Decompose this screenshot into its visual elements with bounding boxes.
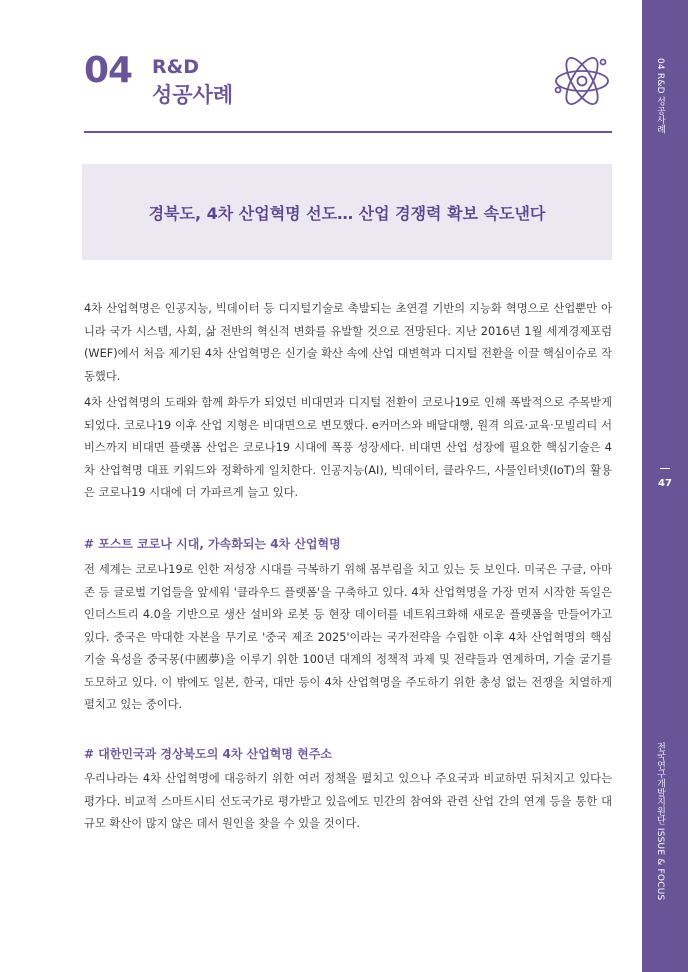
article-title-banner: [82, 164, 612, 260]
body-paragraph-4: 우리나라는 4차 산업혁명에 대응하기 위한 여러 정책을 펼치고 있으나 주요국과 비교하면 뒤처지고 있다는 평가다. 비교적 스마트시티 선도국가로 평가받고 있음에도 민간의 참여와 관련 산업 간의 연계 등을 통한 대규모 확산이 많지 않은 데서 원인을 찾을 수 있을 것이다.: [84, 772, 612, 830]
section-number: 04: [84, 50, 133, 91]
subheading-post-corona: # 포스트 코로나 시대, 가속화되는 4차 산업혁명: [84, 537, 341, 551]
body-paragraph-3: 전 세계는 코로나19로 인한 저성장 시대를 극복하기 위해 몸부림을 치고 있는 듯 보인다. 미국은 구글, 아마존 등 글로벌 기업들을 앞세워 '클라우드 플랫폼'을 구축하고 있다. 4차 산업혁명을 가장 먼저 시작한 독일은 인더스트리 4.0을 기반으로 생산 설비와 로봇 등 현장 데이터를 네트워크화해 새로운 플랫폼을 만들어가고 있다. 중국은 막대한 자본을 무기로 '중국 제조 2025'이라는 국가전략을 수립한 이후 4차 산업혁명의 핵심기술 육성을 중국몽(中國夢)을 이루기 위한 100년 대계의 정책적 과제 및 전략들과 연계하며, 기술 굴기를 도모하고 있다. 이 밖에도 일본, 한국, 대만 등이 4차 산업혁명을 주도하기 위한 총성 없는 전쟁을 치열하게 펼치고 있는 중이다.: [84, 563, 612, 711]
atom-icon: [551, 50, 613, 112]
subheading-korea-gyeongbuk: # 대한민국과 경상북도의 4차 산업혁명 현주소: [84, 747, 332, 761]
body-paragraph-1: 4차 산업혁명은 인공지능, 빅데이터 등 디지털기술로 촉발되는 초연결 기반의 지능화 혁명으로 산업뿐만 아니라 국가 시스템, 사회, 삶 전반의 혁신적 변화를 유발할 것으로 전망된다. 지난 2016년 1월 세계경제포럼(WEF)에서 처음 제기된 4차 산업혁명은 신기술 확산 속에 산업 대변혁과 디지털 전환을 이끌 핵심이슈로 작동했다.: [84, 302, 612, 383]
body-paragraph-2: 4차 산업혁명의 도래와 함께 화두가 되었던 비대면과 디지털 전환이 코로나19로 인해 폭발적으로 주목받게 되었다. 코로나19 이후 산업 지형은 비대면으로 변모했다. e커머스와 배달대행, 원격 의료·교육·모빌리티 서비스까지 비대면 플랫폼 산업은 코로나19 시대에 폭풍 성장세다. 비대면 산업 성장에 필요한 핵심기술은 4차 산업혁명 대표 키워드와 정확하게 일치한다. 인공지능(AI), 빅데이터, 클라우드, 사물인터넷(IoT)의 활용은 코로나19 시대에 더 가파르게 늘고 있다.: [84, 396, 612, 499]
article-title: 경북도, 4차 산업혁명 선도… 산업 경쟁력 확보 속도낸다: [148, 203, 546, 223]
header-divider: [84, 131, 612, 133]
section-title-line2: 성공사례: [152, 83, 234, 107]
publication-name: 전국연구개발지원단 ISSUE & FOCUS: [655, 742, 665, 901]
page-number-divider: [660, 468, 670, 469]
sidebar-section-label: 04 R&D 성공사례: [655, 58, 665, 134]
section-title-line1: R&D: [152, 56, 199, 78]
page-number: 47: [658, 478, 672, 489]
